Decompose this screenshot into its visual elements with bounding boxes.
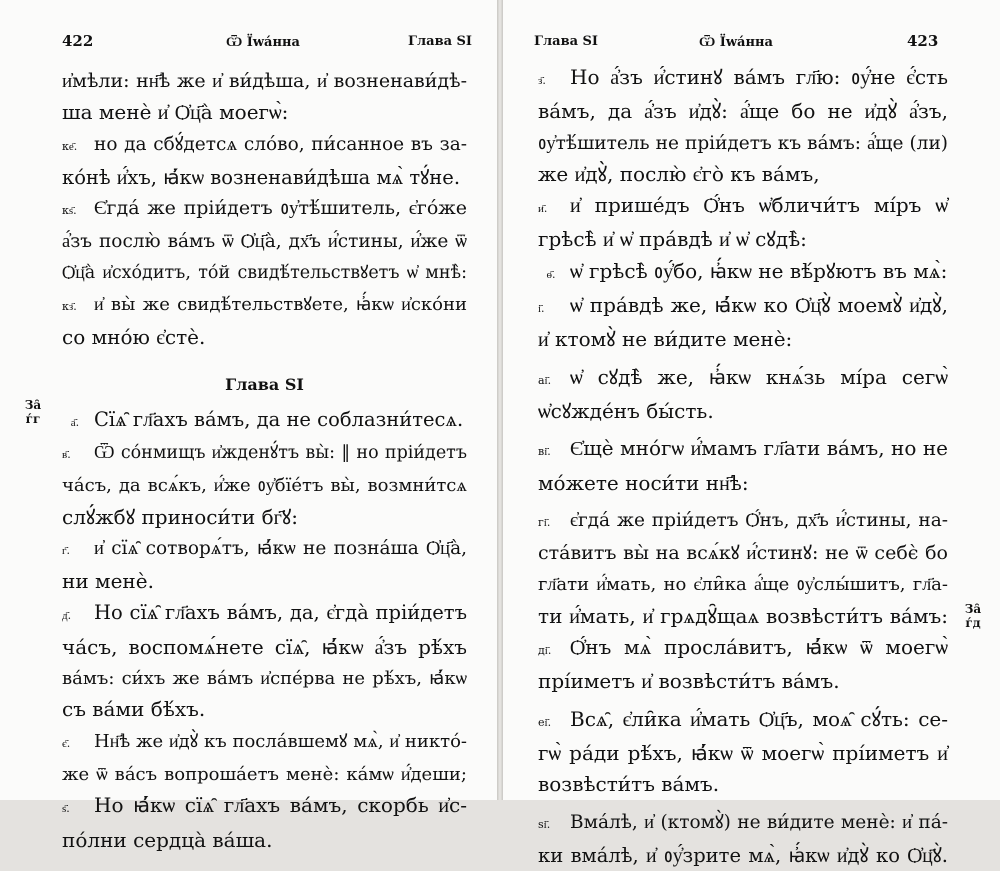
text-line bbox=[62, 632, 467, 663]
line-text: ᲂу҆тѣ́шитель не пріи́детъ къ ва́мъ: а҆́ще (ли) bbox=[538, 132, 948, 154]
line-text: съ ва́ми бѣ́хъ. bbox=[62, 697, 206, 722]
text-line bbox=[62, 226, 467, 257]
text-line bbox=[62, 404, 467, 438]
text-line bbox=[538, 224, 948, 255]
verse-number: гі҃. bbox=[538, 515, 551, 529]
line-text: ѡ҆сꙋжде́нъ бы́сть. bbox=[538, 398, 714, 423]
line-text: Но а҆́зъ и҆́стинꙋ ва́мъ гл҃ю: ᲂу҆́не є҆́сть bbox=[570, 65, 948, 89]
text-block-after-chapter bbox=[62, 404, 467, 856]
text-line bbox=[62, 162, 467, 193]
page-number-right: 423 bbox=[907, 32, 939, 50]
line-text: ча́съ, воспомѧ́нете сїѧ̑, ꙗ҆́кѡ а҆́зъ рѣ́хъ bbox=[62, 634, 467, 659]
text-line bbox=[538, 190, 948, 224]
text-line bbox=[538, 704, 948, 738]
verse-number: еі҃. bbox=[538, 715, 552, 729]
line-text: ча́съ, да всѧ́къ, и҆́же ᲂу҆бїе́тъ вы̀, возмни́тсѧ bbox=[62, 475, 467, 497]
text-line bbox=[538, 256, 948, 290]
text-line bbox=[538, 62, 948, 96]
page-number-left: 422 bbox=[62, 32, 94, 50]
right-page-text bbox=[538, 62, 948, 871]
text-line bbox=[538, 159, 948, 190]
line-text: Є҆гда́ же пріи́детъ ᲂу҆тѣ́шитель, є҆го́же bbox=[94, 197, 467, 220]
line-text: Сїѧ̑ гл҃ахъ ва́мъ, да не соблазни́тесѧ. bbox=[94, 407, 464, 431]
verse-number: є҃. bbox=[62, 736, 71, 750]
line-text: Є҆щѐ мно́гѡ и҆́мамъ гл҃ати ва́мъ, но не bbox=[570, 436, 948, 461]
line-text: слꙋ́жбꙋ приноси́ти бг҃ꙋ: bbox=[62, 504, 298, 529]
line-text: ѡ҆ грѣсѣ̀ ᲂу҆́бо, ꙗ҆́кѡ не вѣ́рꙋютъ въ мѧ̀: bbox=[570, 258, 948, 283]
verse-number: і҃. bbox=[538, 302, 545, 316]
line-text: ѡ҆ пра́вдѣ же, ꙗ҆́кѡ ко Ѻ҆ц҃ꙋ̀ моемꙋ̀ и҆дꙋ̀, bbox=[570, 293, 948, 318]
margin-note-right-line1: За̑ bbox=[964, 602, 982, 616]
line-text: ва́мъ: си́хъ же ва́мъ и҆спе́рва не рѣ́хъ, ꙗ҆́кѡ bbox=[62, 668, 467, 690]
right-page bbox=[503, 0, 1000, 867]
text-line bbox=[62, 66, 467, 97]
text-line bbox=[538, 738, 948, 769]
line-text: ни менѐ. bbox=[62, 569, 154, 594]
text-line bbox=[62, 566, 467, 597]
text-line bbox=[62, 193, 467, 226]
text-line bbox=[62, 289, 467, 322]
verse-number: в҃. bbox=[62, 447, 71, 461]
text-line bbox=[538, 538, 948, 569]
line-text: а҆́зъ послю̀ ва́мъ ѿ Ѻ҆ц҃а̀, дх҃ъ и҆́стины, и҆́же ѿ bbox=[62, 231, 467, 253]
line-text: Ѿ со́нмищъ и҆жденꙋ́тъ вы̀: ‖ но пріи́детъ bbox=[94, 442, 467, 463]
line-text: же ѿ ва́съ вопроша́етъ менѐ: ка́мѡ и҆́деши; bbox=[62, 763, 467, 785]
line-text: прі́иметъ и҆ возвѣсти́тъ ва́мъ. bbox=[538, 669, 840, 694]
line-text: ва́мъ, да а҆́зъ и҆дꙋ̀: а҆́ще бо не и҆дꙋ̀ а҆́зъ, bbox=[538, 99, 948, 124]
text-line bbox=[538, 505, 948, 538]
text-line bbox=[62, 533, 467, 566]
line-text: Но ꙗ҆́кѡ сїѧ̑ гл҃ахъ ва́мъ, скорбь и҆с- bbox=[94, 793, 467, 818]
line-text: гл҃ати и҆́мать, но є҆ли̑ка а҆́ще ᲂу҆слы́шитъ, гл҃а- bbox=[538, 574, 948, 596]
text-line bbox=[538, 362, 948, 396]
line-text: гѡ̀ ра́ди рѣ́хъ, ꙗ҆́кѡ ѿ моегѡ̀ прі́иметъ и҆ bbox=[538, 740, 948, 765]
text-line bbox=[62, 470, 467, 501]
text-line bbox=[62, 790, 467, 824]
line-text: Ѻ҆ц҃а̀ и҆схо́дитъ, то́й свидѣ́тельствꙋетъ ѡ҆ мнѣ̀: bbox=[62, 262, 467, 283]
line-text: Но сїѧ̑ гл҃ахъ ва́мъ, да, є҆гда̀ пріи́детъ bbox=[94, 601, 467, 625]
verse-number: кз҃. bbox=[62, 300, 77, 314]
text-line bbox=[538, 396, 948, 427]
text-line bbox=[538, 433, 948, 467]
chapter-ref-left: Глава ЅІ bbox=[408, 34, 473, 49]
line-text: же и҆дꙋ̀, послю̀ є҆го̀ къ ва́мъ, bbox=[538, 161, 820, 186]
verse-number: ві҃. bbox=[538, 445, 551, 459]
line-text: и҆мѣли: нн҃ѣ же и҆ ви́дѣша, и҆ возненави́дѣ- bbox=[62, 70, 467, 92]
line-text: по́лни сердца̀ ва́ша. bbox=[62, 827, 273, 852]
text-line bbox=[62, 258, 467, 289]
text-line bbox=[538, 324, 948, 355]
line-text: со мно́ю є҆стѐ. bbox=[62, 325, 206, 350]
line-text: но да сбꙋ́детсѧ сло́во, пи́санное въ за- bbox=[94, 133, 467, 155]
line-text: Нн҃ѣ же и҆дꙋ̀ къ посла́вшемꙋ мѧ̀, и҆ никто́- bbox=[94, 730, 467, 752]
verse-number: и҃. bbox=[538, 202, 548, 216]
text-line bbox=[62, 322, 467, 353]
line-text: Ѻ҆́нъ мѧ̀ просла́витъ, ꙗ҆́кѡ ѿ моегѡ̀ bbox=[570, 635, 948, 660]
verse-number: ке҃. bbox=[62, 139, 78, 153]
verse-number: а҃. bbox=[70, 415, 80, 429]
text-line bbox=[62, 825, 467, 856]
margin-note-left-line1: За̑ bbox=[24, 398, 42, 412]
line-text: и҆ вы̀ же свидѣ́тельствꙋете, ꙗ҆́кѡ и҆ско́ни bbox=[94, 294, 467, 316]
left-page-text bbox=[62, 66, 467, 856]
margin-note-left-line2: ѓг bbox=[25, 412, 41, 426]
left-page bbox=[0, 0, 497, 852]
verse-number: ѕ҃. bbox=[62, 802, 70, 816]
text-line bbox=[62, 759, 467, 790]
line-text: ко́нѣ и҆́хъ, ꙗ҆́кѡ возненави́дѣша мѧ̀ тꙋ́не. bbox=[62, 165, 461, 189]
verse-number: аі҃. bbox=[538, 373, 552, 387]
chapter-ref-right: Глава ЅІ bbox=[534, 34, 599, 49]
running-title-left: Ѿ Їwа́нна bbox=[226, 35, 300, 50]
text-line bbox=[538, 128, 948, 159]
chapter-heading: Глава ЅІ bbox=[225, 374, 304, 394]
line-text: Всѧ̑, є҆ли̑ка и҆́мать Ѻ҆ц҃ъ, моѧ̑ сꙋ́ть: се- bbox=[570, 706, 948, 731]
text-line bbox=[538, 769, 948, 800]
text-line bbox=[538, 840, 948, 871]
text-line bbox=[538, 569, 948, 600]
text-line bbox=[62, 663, 467, 694]
verse-number: ѕі҃. bbox=[538, 817, 551, 831]
text-line bbox=[62, 97, 467, 128]
line-text: ки вма́лѣ, и҆ ᲂу҆́зрите мѧ̀, ꙗ҆́кѡ и҆дꙋ̀ ко Ѻ҆ц҃ꙋ̀. bbox=[538, 843, 948, 867]
text-line bbox=[62, 438, 467, 470]
line-text: є҆гда́ же пріи́детъ Ѻ҆́нъ, дх҃ъ и҆́стины, на- bbox=[570, 509, 948, 531]
line-text: мо́жете носи́ти нн҃ѣ: bbox=[538, 470, 749, 495]
text-line bbox=[62, 129, 467, 162]
verse-number: г҃. bbox=[62, 543, 71, 557]
text-line bbox=[62, 597, 467, 631]
text-line bbox=[538, 807, 948, 840]
line-text: возвѣсти́тъ ва́мъ. bbox=[538, 772, 720, 797]
line-text: Вма́лѣ, и҆ (ктомꙋ̀) не ви́дите менѐ: и҆ па́- bbox=[570, 811, 948, 833]
line-text: ша менѐ и҆ Ѻ҆ц҃а̀ моегѡ̀: bbox=[62, 100, 289, 125]
margin-note-left bbox=[18, 398, 48, 426]
text-block-before-chapter bbox=[62, 66, 467, 354]
text-line bbox=[62, 502, 467, 533]
text-line bbox=[62, 694, 467, 725]
line-text: ти и҆́мать, и҆ грѧдꙋ̑щаѧ возвѣсти́тъ ва́мъ: bbox=[538, 603, 948, 628]
verse-number: ѳ҃. bbox=[546, 267, 556, 281]
text-line bbox=[538, 96, 948, 127]
text-line bbox=[538, 468, 948, 499]
line-text: и҆ прише́дъ Ѻ҆́нъ ѡ҆бличи́тъ мі́ръ ѡ҆ bbox=[570, 193, 948, 218]
line-text: ста́витъ вы̀ на всѧ́кꙋ и҆́стинꙋ: не ѿ себє̀ бо bbox=[538, 542, 948, 565]
verse-number: з҃. bbox=[538, 74, 546, 87]
verse-number: кѕ҃. bbox=[62, 204, 77, 218]
line-text: грѣсѣ̀ и҆ ѡ҆ пра́вдѣ и҆ ѡ҆ сꙋдѣ̀: bbox=[538, 227, 807, 252]
margin-note-right bbox=[958, 602, 988, 630]
line-text: и҆ ктомꙋ̀ не ви́дите менѐ: bbox=[538, 327, 793, 352]
verse-number: ді҃. bbox=[538, 644, 552, 658]
line-text: ѡ҆ сꙋдѣ̀ же, ꙗ҆́кѡ кнѧ́зь мі́ра сегѡ̀ bbox=[570, 364, 948, 389]
text-line bbox=[538, 632, 948, 666]
verse-number: д҃. bbox=[62, 609, 72, 623]
running-title-right: Ѿ Їwа́нна bbox=[699, 35, 773, 50]
text-line bbox=[538, 290, 948, 324]
line-text: и҆ сїѧ̑ сотворѧ́тъ, ꙗ҆́кѡ не позна́ша Ѻ҆ц҃а̀, bbox=[94, 537, 467, 559]
text-line bbox=[538, 601, 948, 632]
text-line bbox=[62, 726, 467, 759]
text-line bbox=[538, 666, 948, 697]
margin-note-right-line2: ѓд bbox=[965, 616, 981, 630]
